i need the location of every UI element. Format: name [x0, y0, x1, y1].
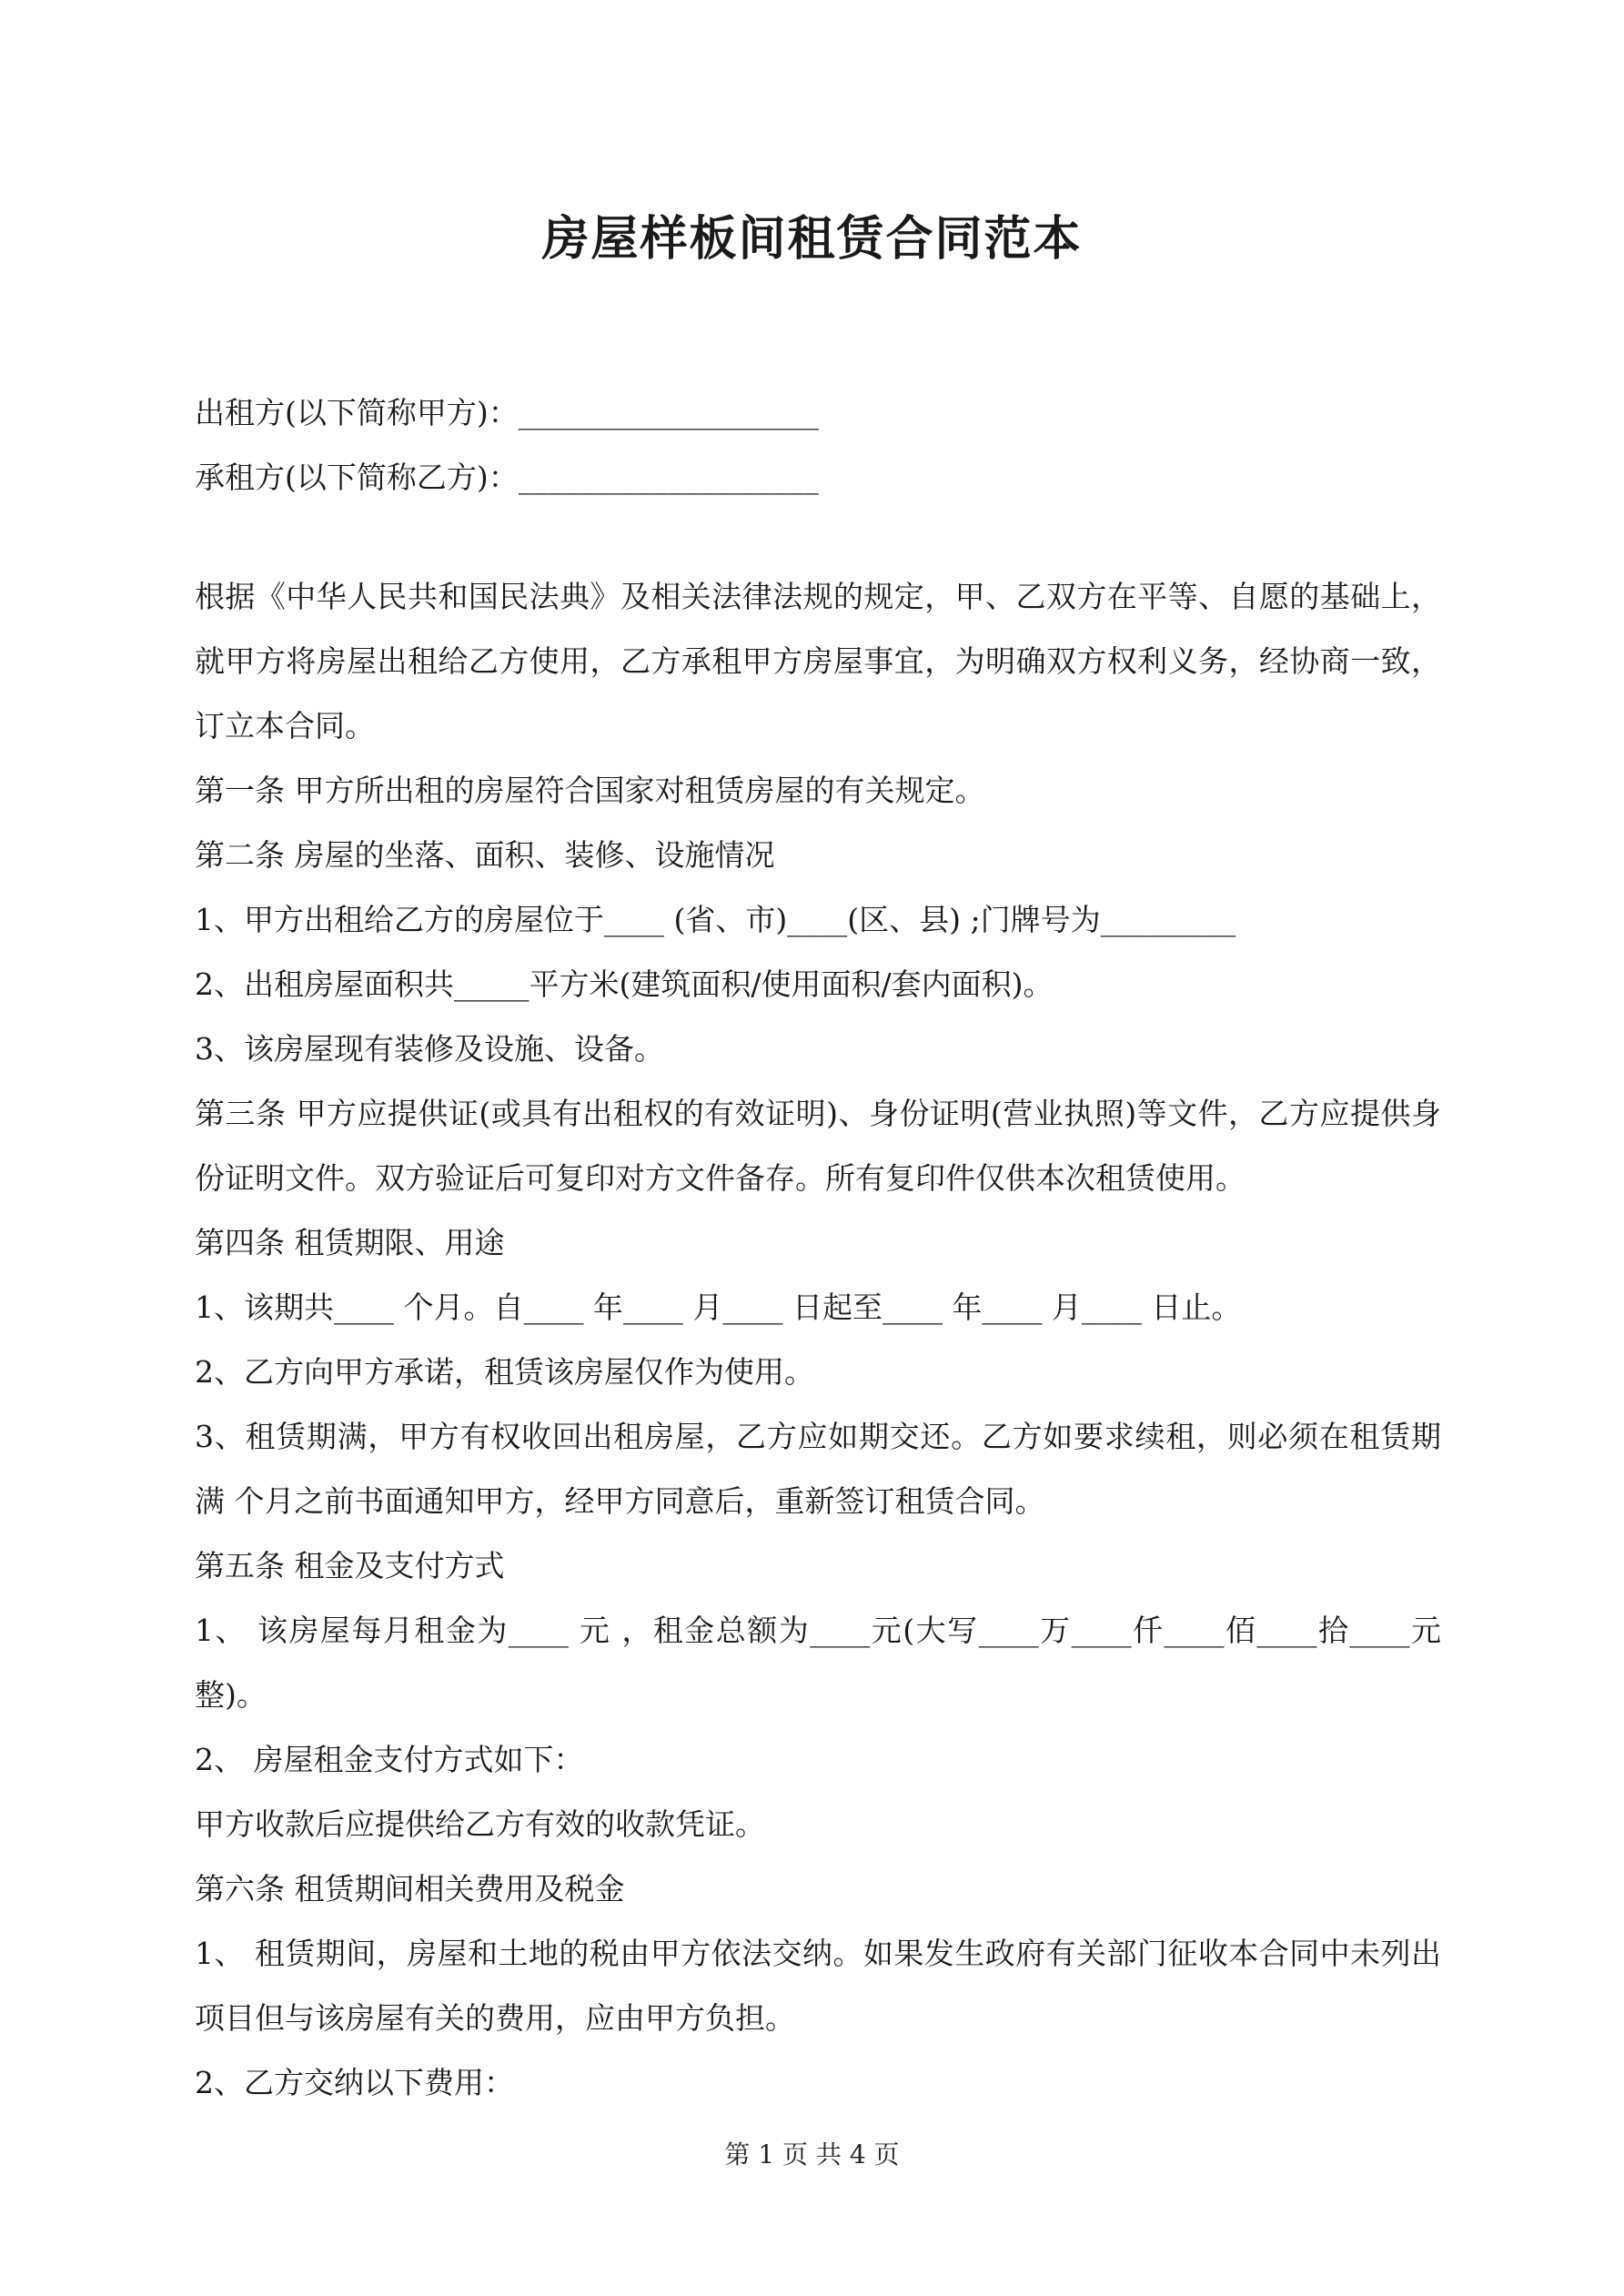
- article-2-item-3: 3、该房屋现有装修及设施、设备。: [195, 1031, 664, 1067]
- article-5-item-2: 2、 房屋租金支付方式如下：: [195, 1742, 584, 1777]
- lessor-line: 出租方(以下简称甲方)：____________________: [195, 395, 819, 430]
- preamble-paragraph: 根据《中华人民共和国民法典》及相关法律法规的规定，甲、乙双方在平等、自愿的基础上，就甲方将房屋出租给乙方使用，乙方承租甲方房屋事宜，为明确双方权利义务，经协商一致，订立本合同。: [195, 579, 1441, 743]
- article-5-heading: 第五条 租金及支付方式: [195, 1548, 505, 1583]
- article-6-heading: 第六条 租赁期间相关费用及税金: [195, 1871, 625, 1907]
- lessee-line: 承租方(以下简称乙方)：____________________: [195, 460, 819, 495]
- article-4-item-2: 2、乙方向甲方承诺，租赁该房屋仅作为使用。: [195, 1354, 814, 1390]
- article-5-item-1: 1、 该房屋每月租金为____ 元 ，租金总额为____元(大写____万____仟____佰____拾____元整)。: [195, 1613, 1441, 1713]
- article-6-item-2: 2、乙方交纳以下费用：: [195, 2065, 514, 2100]
- party-block: [195, 380, 1441, 510]
- article-4-heading: 第四条 租赁期限、用途: [195, 1225, 505, 1260]
- article-2-heading: 第二条 房屋的坐落、面积、装修、设施情况: [195, 837, 775, 873]
- article-3: 第三条 甲方应提供证(或具有出租权的有效证明)、身份证明(营业执照)等文件，乙方应提供身份证明文件。双方验证后可复印对方文件备存。所有复印件仅供本次租赁使用。: [195, 1096, 1441, 1196]
- article-2-item-1: 1、甲方出租给乙方的房屋位于____ (省、市)____(区、县) ;门牌号为_________: [195, 902, 1236, 937]
- document-title: 房屋样板间租赁合同范本: [541, 211, 1083, 267]
- article-2-item-2: 2、出租房屋面积共_____平方米(建筑面积/使用面积/套内面积)。: [195, 966, 1054, 1002]
- article-4-item-1: 1、该期共____ 个月。自____ 年____ 月____ 日起至____ 年____ 月____ 日止。: [195, 1290, 1242, 1325]
- article-5-note: 甲方收款后应提供给乙方有效的收款凭证。: [195, 1806, 765, 1842]
- contract-body: [195, 564, 1441, 2115]
- article-6-item-1: 1、 租赁期间，房屋和土地的税由甲方依法交纳。如果发生政府有关部门征收本合同中未列出项目但与该房屋有关的费用，应由甲方负担。: [195, 1936, 1441, 2036]
- article-4-item-3: 3、租赁期满，甲方有权收回出租房屋，乙方应如期交还。乙方如要求续租，则必须在租赁期满 个月之前书面通知甲方，经甲方同意后，重新签订租赁合同。: [195, 1419, 1441, 1519]
- page-footer: 第 1 页 共 4 页: [724, 2139, 900, 2170]
- article-1: 第一条 甲方所出租的房屋符合国家对租赁房屋的有关规定。: [195, 773, 985, 808]
